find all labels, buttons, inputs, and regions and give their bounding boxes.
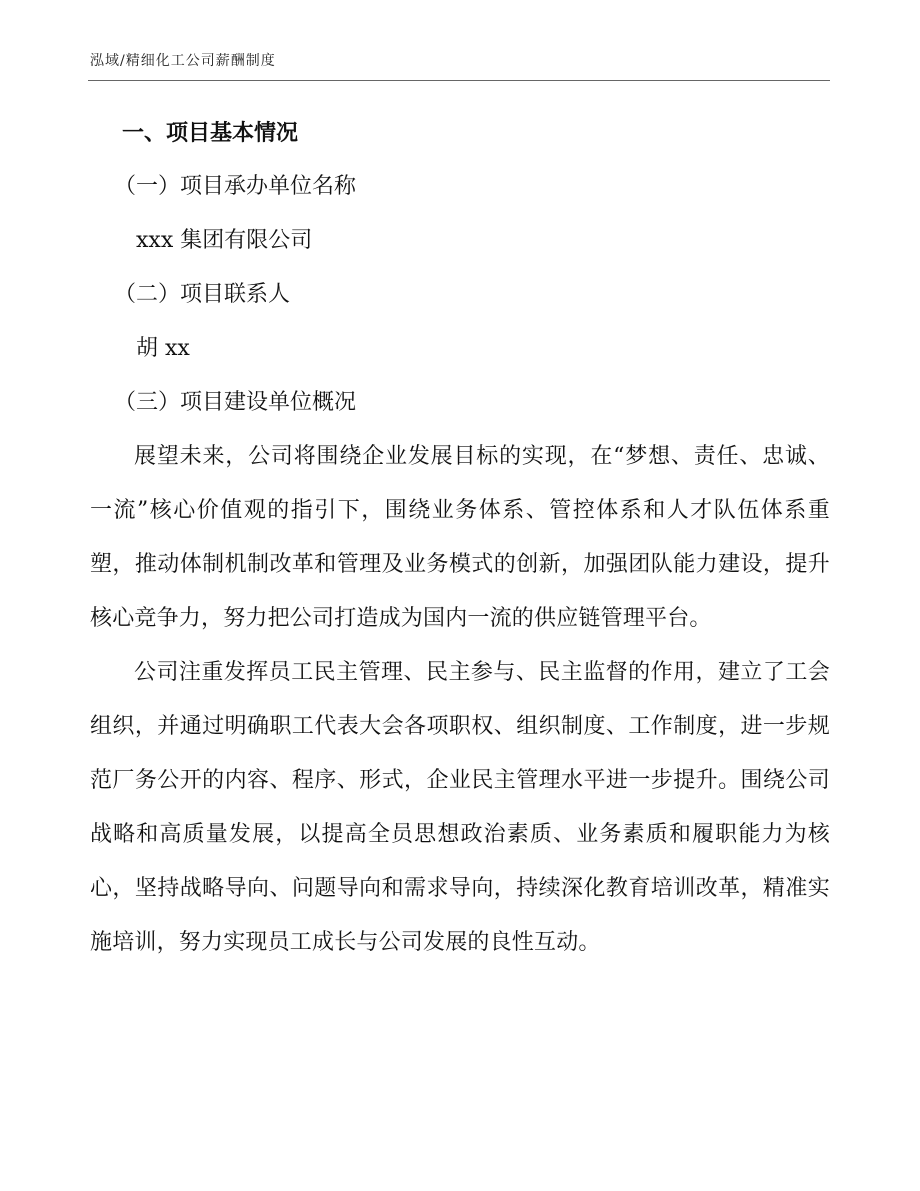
subheading-construction-unit-overview: （三）项目建设单位概况	[114, 390, 357, 415]
contact-person-name: 胡 xx	[136, 336, 190, 361]
paragraph-outlook: 展望未来，公司将围绕企业发展目标的实现，在“梦想、责任、忠诚、一流”核心价值观的指引下，围绕业务体系、管控体系和人才队伍体系重塑，推动体制机制改革和管理及业务模式的创新，加强团队能力建设，提升核心竞争力，努力把公司打造成为国内一流的供应链管理平台。	[90, 444, 830, 631]
subheading-contact-person: （二）项目联系人	[114, 282, 291, 307]
running-header-title: 泓域/精细化工公司薪酬制度	[90, 53, 276, 69]
document-body	[90, 106, 830, 970]
subheading-undertaking-unit: （一）项目承办单位名称	[114, 174, 357, 199]
undertaking-unit-name: xxx 集团有限公司	[136, 228, 313, 253]
paragraph-democratic-management: 公司注重发挥员工民主管理、民主参与、民主监督的作用，建立了工会组织，并通过明确职工代表大会各项职权、组织制度、工作制度，进一步规范厂务公开的内容、程序、形式，企业民主管理水平进一步提升。围绕公司战略和高质量发展，以提高全员思想政治素质、业务素质和履职能力为核心，坚持战略导向、问题导向和需求导向，持续深化教育培训改革，精准实施培训，努力实现员工成长与公司发展的良性互动。	[90, 660, 830, 955]
section-heading: 一、项目基本情况	[122, 120, 299, 146]
header-divider	[88, 80, 830, 81]
